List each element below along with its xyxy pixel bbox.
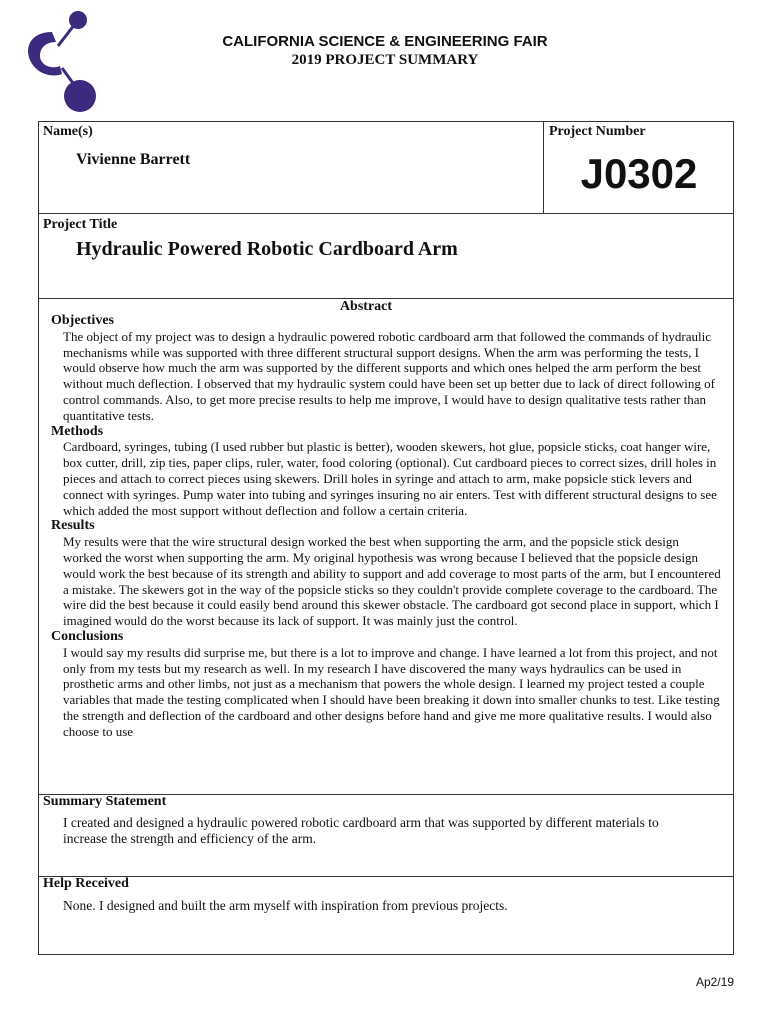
conclusions-body: I would say my results did surprise me, but there is a lot to improve and change. I have learned a lot from this project, and not only from my tests but my research as well. In my research I have discovered the many ways hydraulics can be used in prosthetic arms and other limbs, not just as a mechanism that powers the whole design. I learned my project tested a couple variables that made the testing complicated when I should have been breaking it down into smaller chunks to test. Like testing the strength and deflection of the cardboard and other designs before hand and give me more qualitative results. I would also choose to use	[63, 644, 720, 739]
form-code: Ap2/19	[695, 975, 734, 989]
methods-heading: Methods	[51, 423, 104, 439]
objectives-heading: Objectives	[51, 313, 114, 328]
objectives-body: The object of my project was to design a hydraulic powered robotic cardboard arm that followed the commands of hydraulic mechanisms while was supported with three different structural support designs. When the arm was performing the tests, I would observe how much the arm was supported by the different supports and which ones helped the arm perform the best without much deflection. I observed that my hydraulic system could have been set up better due to lack of direct following of control commands. Also, to get more precise results to help me improve, I would have to design qualitative tests rather than quantitative tests.	[63, 328, 715, 423]
project-title-value: Hydraulic Powered Robotic Cardboard Arm	[76, 238, 458, 260]
results-body: My results were that the wire structural design worked the best when supporting the arm, and the popsicle stick design worked the worst when supporting the arm. My original hypothesis was wrong because I believed that the popsicle design would work the best because of its strength and ability to support and add coverage to most parts of the arm, but I encountered a mistake. The skewers got in the way of the popsicle sticks so they couldn't provide complete coverage to the cardboard. The wire did the best because it could easily bend around this skewer obstacle. The cardboard got second place in support, which I imagined would do the worst because its lack of support. It was mainly just the control.	[63, 534, 721, 629]
methods-body: Cardboard, syringes, tubing (I used rubber but plastic is better), wooden skewers, hot glue, popsicle sticks, coat hanger wire, box cutter, drill, zip ties, paper clips, ruler, water, food coloring (optional). Cut cardboard pieces to correct sizes, drill holes in pieces and attach to correct pieces using skewers. Drill holes in syringe and attach to arm, make popsicle stick levers and connect with syringes. Pump water into tubing and syringes insuring no air enters. Test with different structural designs to see which added the most support without deflection and follow a certain criteria.	[63, 439, 717, 518]
project-number-label: Project Number	[549, 124, 646, 139]
summary-statement-label: Summary Statement	[43, 794, 167, 809]
conclusions-heading: Conclusions	[51, 628, 124, 644]
results-heading: Results	[51, 518, 95, 534]
summary-title: 2019 PROJECT SUMMARY	[291, 52, 479, 68]
abstract-heading: Abstract	[339, 299, 393, 314]
project-title-label: Project Title	[43, 217, 118, 232]
summary-statement-body: I created and designed a hydraulic powered robotic cardboard arm that was supported by different materials to increase the strength and efficiency of the arm.	[63, 815, 659, 846]
help-received-body: None. I designed and built the arm myself with inspiration from previous projects.	[63, 898, 508, 913]
project-number-value: J0302	[580, 150, 698, 197]
help-received-box	[38, 876, 734, 955]
help-received-label: Help Received	[43, 876, 129, 891]
names-label: Name(s)	[43, 124, 93, 139]
abstract-content	[51, 313, 721, 791]
document-header	[150, 33, 620, 69]
cssf-logo-icon	[18, 8, 102, 118]
fair-title: CALIFORNIA SCIENCE & ENGINEERING FAIR	[222, 33, 548, 50]
names-value: Vivienne Barrett	[76, 151, 191, 168]
